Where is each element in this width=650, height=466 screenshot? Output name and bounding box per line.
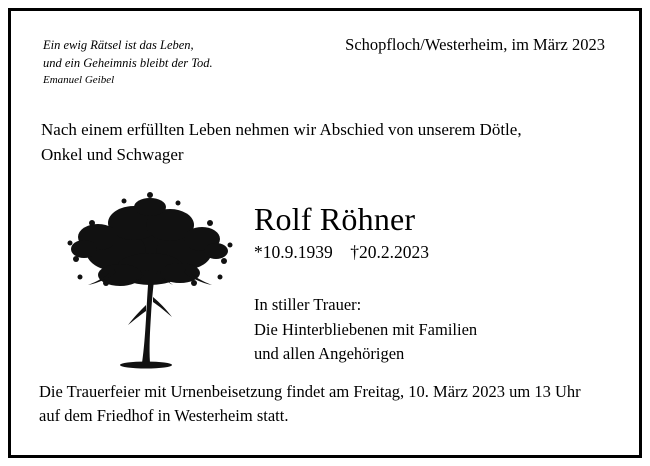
ceremony-info bbox=[39, 380, 611, 427]
intro-line-1: Nach einem erfüllten Leben nehmen wir Abschied von unserem Dötle, bbox=[41, 120, 522, 140]
main-row bbox=[39, 183, 611, 375]
life-dates bbox=[254, 242, 611, 263]
ceremony-line-1: Die Trauerfeier mit Urnenbeisetzung findet am Freitag, 10. März 2023 um 13 Uhr bbox=[39, 382, 581, 402]
birth-date: *10.9.1939 bbox=[254, 241, 333, 262]
ceremony-line-2: auf dem Friedhof in Westerheim statt. bbox=[39, 405, 289, 425]
intro-line-2: Onkel und Schwager bbox=[41, 144, 184, 164]
tree-silhouette-icon bbox=[54, 185, 239, 375]
mourning-line-1: In stiller Trauer: bbox=[254, 294, 362, 314]
quote-author: Emanuel Geibel bbox=[43, 73, 115, 86]
tree-illustration bbox=[39, 183, 254, 375]
card-content bbox=[11, 11, 639, 455]
quote-line-2: und ein Geheimnis bleibt der Tod. bbox=[43, 55, 213, 70]
deceased-block bbox=[254, 183, 611, 367]
death-date: †20.2.2023 bbox=[350, 241, 429, 262]
card-border bbox=[8, 8, 642, 458]
quote-block bbox=[39, 33, 213, 88]
header-row bbox=[39, 33, 611, 88]
mourning-line-3: und allen Angehörigen bbox=[254, 344, 405, 364]
intro-text bbox=[39, 118, 611, 167]
mourning-line-2: Die Hinterbliebenen mit Familien bbox=[254, 319, 478, 339]
mourning-block bbox=[254, 293, 611, 367]
quote-line-1: Ein ewig Rätsel ist das Leben, bbox=[43, 38, 194, 52]
deceased-name: Rolf Röhner bbox=[254, 201, 416, 238]
place-and-date: Schopfloch/Westerheim, im März 2023 bbox=[345, 35, 605, 54]
